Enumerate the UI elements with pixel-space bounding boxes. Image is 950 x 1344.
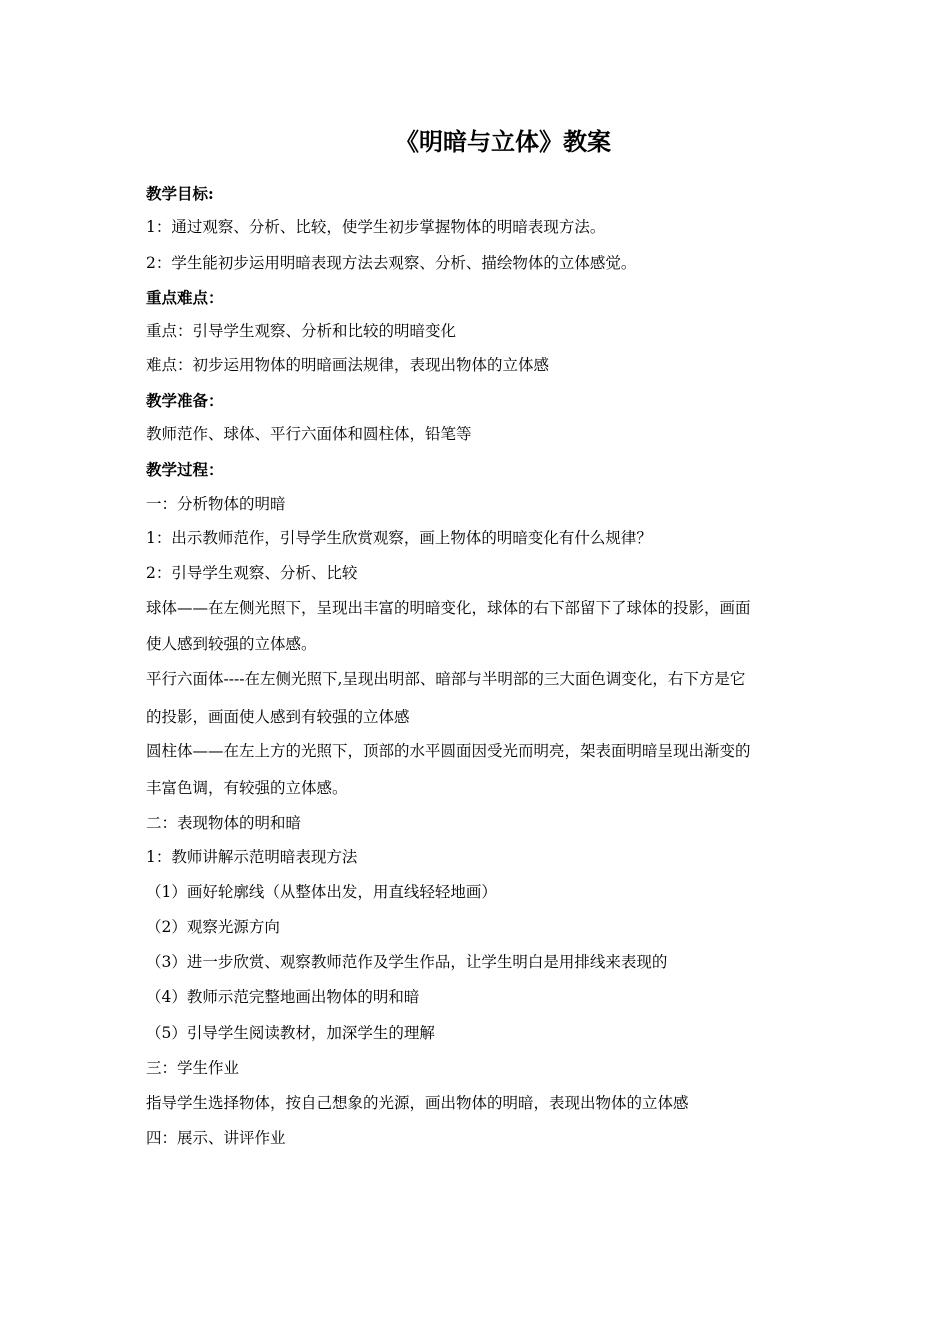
cuboid-description-line: 的投影，画面使人感到有较强的立体感 (146, 708, 410, 726)
method-step-line: （3）进一步欣赏、观察教师范作及学生作品，让学生明白是用排线来表现的 (146, 953, 668, 971)
homework-line: 指导学生选择物体，按自己想象的光源，画出物体的明暗，表现出物体的立体感 (146, 1094, 689, 1112)
method-step-line: （1）画好轮廓线（从整体出发，用直线轻轻地画） (146, 883, 497, 901)
section-heading-key-points: 重点难点： (146, 288, 224, 307)
method-step-line: （5）引导学生阅读教材，加深学生的理解 (146, 1024, 435, 1042)
process-line: 1：出示教师范作，引导学生欣赏观察，画上物体的明暗变化有什么规律？ (146, 529, 652, 547)
process-line: 2：引导学生观察、分析、比较 (146, 564, 358, 582)
section-heading-preparation: 教学准备： (146, 391, 224, 410)
process-step-4-title: 四：展示、讲评作业 (146, 1129, 286, 1147)
process-step-1-title: 一：分析物体的明暗 (146, 495, 286, 513)
section-heading-objectives: 教学目标: (146, 184, 214, 203)
objective-item-1: 1：通过观察、分析、比较，使学生初步掌握物体的明暗表现方法。 (146, 218, 606, 236)
process-step-2-title: 二：表现物体的明和暗 (146, 814, 302, 832)
method-step-line: （2）观察光源方向 (146, 918, 280, 936)
cylinder-description-line: 圆柱体——在左上方的光照下，顶部的水平圆面因受光而明亮，架表面明暗呈现出渐变的 (146, 742, 751, 760)
sphere-description-line: 使人感到较强的立体感。 (146, 635, 317, 653)
preparation-line: 教师范作、球体、平行六面体和圆柱体，铅笔等 (146, 425, 472, 443)
method-step-line: （4）教师示范完整地画出物体的明和暗 (146, 988, 420, 1006)
section-heading-process: 教学过程： (146, 460, 224, 479)
sphere-description-line: 球体——在左侧光照下，呈现出丰富的明暗变化，球体的右下部留下了球体的投影，画面 (146, 599, 751, 617)
process-step-3-title: 三：学生作业 (146, 1059, 240, 1077)
process-line: 1：教师讲解示范明暗表现方法 (146, 848, 358, 866)
key-point-line: 重点：引导学生观察、分析和比较的明暗变化 (146, 322, 457, 340)
document-title: 《明暗与立体》教案 (395, 127, 611, 156)
cylinder-description-line: 丰富色调，有较强的立体感。 (146, 779, 348, 797)
objective-item-2: 2：学生能初步运用明暗表现方法去观察、分析、描绘物体的立体感觉。 (146, 254, 637, 272)
cuboid-description-line: 平行六面体----在左侧光照下,呈现出明部、暗部与半明部的三大面色调变化，右下方是它 (146, 670, 746, 688)
difficult-point-line: 难点：初步运用物体的明暗画法规律，表现出物体的立体感 (146, 356, 550, 374)
